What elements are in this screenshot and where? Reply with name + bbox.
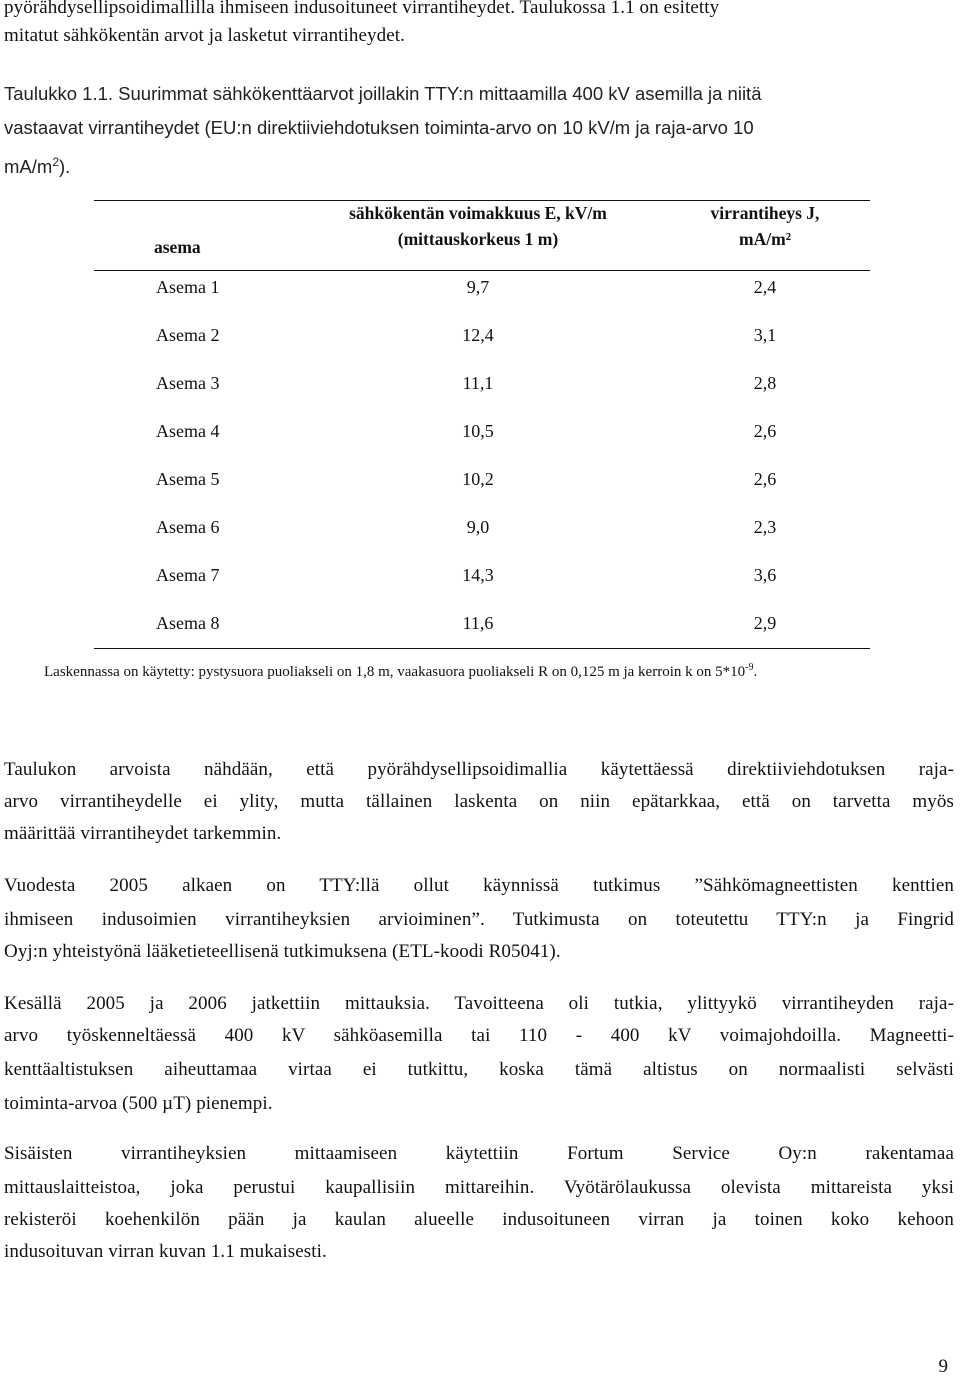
table-caption-line-2: vastaavat virrantiheydet (EU:n direktiiviehdotuksen toiminta-arvo on 10 kV/m ja raja-arvo 10 — [4, 117, 754, 138]
caption-end: ). — [59, 156, 71, 178]
cell-station: Asema 5 — [156, 469, 220, 489]
paragraph-line: arvo virrantiheydelle ei ylity, mutta tällainen laskenta on niin epätarkkaa, että on tarvetta myös — [4, 791, 954, 812]
table-caption-line-1: Taulukko 1.1. Suurimmat sähkökenttäarvot joillakin TTY:n mittaamilla 400 kV asemilla ja niitä — [4, 83, 762, 104]
cell-current: 2,3 — [753, 517, 777, 537]
cell-field: 10,5 — [462, 421, 494, 441]
cell-station: Asema 2 — [156, 325, 220, 345]
paragraph-line: toiminta-arvoa (500 µT) pienempi. — [4, 1093, 273, 1114]
paragraph-line: rekisteröi koehenkilön pään ja kaulan alueelle indusoituneen virran ja toinen koko kehoon — [4, 1209, 954, 1230]
paragraph-line: arvo työskenneltäessä 400 kV sähköasemilla tai 110 - 400 kV voimajohdoilla. Magneetti- — [4, 1025, 954, 1046]
cell-field: 9,7 — [466, 277, 490, 297]
paragraph-line: kenttäaltistuksen aiheuttamaa virtaa ei tutkittu, koska tämä altistus on normaalisti selvästi — [4, 1059, 954, 1080]
caption-unit: mA/m — [4, 156, 53, 178]
paragraph-line: Vuodesta 2005 alkaen on TTY:llä ollut käynnissä tutkimus ”Sähkömagneettisten kenttien — [4, 875, 954, 896]
cell-field: 11,6 — [462, 613, 494, 633]
cell-field: 14,3 — [462, 565, 494, 585]
paragraph-line: Sisäisten virrantiheyksien mittaamiseen käytettiin Fortum Service Oy:n rakentamaa — [4, 1143, 954, 1164]
cell-current: 2,9 — [753, 613, 777, 633]
intro-line-2: mitatut sähkökentän arvot ja lasketut virrantiheydet. — [4, 25, 406, 46]
cell-current: 3,1 — [753, 325, 777, 345]
cell-station: Asema 1 — [156, 277, 220, 297]
cell-field: 11,1 — [462, 373, 494, 393]
footnote-exponent: -9 — [745, 662, 754, 673]
footnote-text: Laskennassa on käytetty: pystysuora puoliakseli on 1,8 m, vaakasuora puoliakseli R on 0,125 m ja kerroin k on 5*10 — [44, 664, 746, 680]
cell-station: Asema 4 — [156, 421, 220, 441]
table-bottom-rule — [94, 648, 870, 649]
cell-current: 2,4 — [753, 277, 777, 297]
header-station: asema — [154, 237, 201, 257]
footnote-end: . — [753, 664, 758, 680]
cell-field: 12,4 — [462, 325, 494, 345]
paragraph-line: mittauslaitteistoa, joka perustui kaupallisiin mittareihin. Vyötärölaukussa olevista mittareista yksi — [4, 1177, 954, 1198]
paragraph-line: Kesällä 2005 ja 2006 jatkettiin mittauksia. Tavoitteena oli tutkia, ylittyykö virrantiheyden raja- — [4, 993, 954, 1014]
cell-field: 10,2 — [462, 469, 494, 489]
table-caption-line-3 — [4, 150, 70, 179]
paragraph-line: indusoituvan virran kuvan 1.1 mukaisesti. — [4, 1241, 327, 1262]
header-field-line-1: sähkökentän voimakkuus E, kV/m — [349, 203, 607, 223]
cell-current: 3,6 — [753, 565, 777, 585]
header-current-line-2: mA/m² — [739, 229, 791, 249]
cell-field: 9,0 — [466, 517, 490, 537]
cell-current: 2,8 — [753, 373, 777, 393]
table-header-rule — [94, 270, 870, 271]
cell-current: 2,6 — [753, 421, 777, 441]
caption-unit-superscript: 2 — [52, 155, 59, 169]
paragraph-line: Oyj:n yhteistyönä lääketieteellisenä tutkimuksena (ETL-koodi R05041). — [4, 941, 561, 962]
intro-line-1: pyörähdysellipsoidimallilla ihmiseen indusoituneet virrantiheydet. Taulukossa 1.1 on esitetty — [4, 0, 720, 18]
cell-station: Asema 6 — [156, 517, 220, 537]
header-field-line-2: (mittauskorkeus 1 m) — [397, 229, 559, 249]
cell-station: Asema 3 — [156, 373, 220, 393]
paragraph-line: ihmiseen indusoimien virrantiheyksien arvioiminen”. Tutkimusta on toteutettu TTY:n ja Fingrid — [4, 909, 954, 930]
cell-station: Asema 8 — [156, 613, 220, 633]
page-number: 9 — [938, 1356, 948, 1377]
table-footnote — [44, 658, 757, 682]
cell-current: 2,6 — [753, 469, 777, 489]
header-current-line-1: virrantiheys J, — [710, 203, 820, 223]
paragraph-line: määrittää virrantiheydet tarkemmin. — [4, 823, 282, 844]
cell-station: Asema 7 — [156, 565, 220, 585]
paragraph-line: Taulukon arvoista nähdään, että pyörähdysellipsoidimallia käytettäessä direktiiviehdotuksen raja- — [4, 759, 954, 780]
